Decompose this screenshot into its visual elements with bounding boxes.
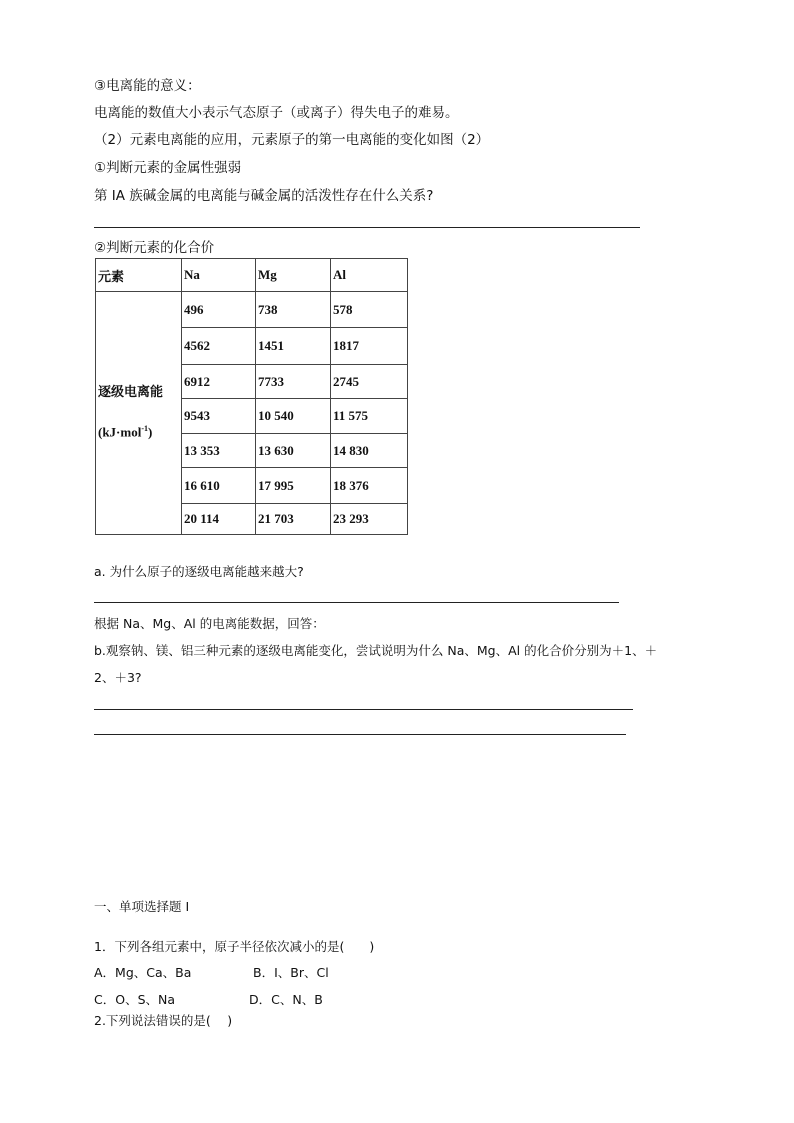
cell: 578	[331, 292, 408, 328]
ionization-energy-table	[95, 258, 408, 535]
question-b-line2: 2、＋3?	[94, 670, 142, 685]
cell: 18 376	[331, 468, 408, 504]
header-al: Al	[331, 259, 408, 292]
cell: 14 830	[331, 434, 408, 468]
cell: 13 630	[256, 434, 331, 468]
q1-option-a[interactable]: A．Mg、Ca、Ba	[94, 965, 192, 980]
header-mg: Mg	[256, 259, 331, 292]
cell: 7733	[256, 365, 331, 399]
table-row	[96, 292, 408, 328]
cell: 1817	[331, 328, 408, 365]
question-intro: 根据 Na、Mg、Al 的电离能数据，回答：	[94, 616, 325, 631]
cell: 13 353	[182, 434, 256, 468]
answer-line-2[interactable]	[94, 602, 619, 603]
cell: 4562	[182, 328, 256, 365]
table-header-row	[96, 259, 408, 292]
cell: 496	[182, 292, 256, 328]
q1-option-d[interactable]: D．C、N、B	[249, 992, 323, 1007]
answer-line-4[interactable]	[94, 734, 626, 735]
cell: 2745	[331, 365, 408, 399]
exercise-title: 一、单项选择题 I	[94, 899, 190, 914]
question-1: 1．下列各组元素中，原子半径依次减小的是( )	[94, 939, 375, 954]
point-valence: ②判断元素的化合价	[94, 240, 215, 256]
question-2: 2.下列说法错误的是( )	[94, 1013, 233, 1028]
heading-ionization-meaning: ③电离能的意义：	[94, 78, 201, 94]
cell: 16 610	[182, 468, 256, 504]
cell: 10 540	[256, 399, 331, 434]
cell: 9543	[182, 399, 256, 434]
answer-line-1[interactable]	[94, 227, 640, 228]
cell: 20 114	[182, 504, 256, 535]
question-a: a. 为什么原子的逐级电离能越来越大?	[94, 564, 304, 579]
q1-option-c[interactable]: C．O、S、Na	[94, 992, 176, 1007]
answer-line-3[interactable]	[94, 709, 633, 710]
cell: 11 575	[331, 399, 408, 434]
header-element: 元素	[96, 259, 182, 292]
cell: 17 995	[256, 468, 331, 504]
point-metallic: ①判断元素的金属性强弱	[94, 160, 242, 176]
application-text: （2）元素电离能的应用，元素原子的第一电离能的变化如图（2）	[94, 132, 490, 148]
cell: 1451	[256, 328, 331, 365]
meaning-text: 电离能的数值大小表示气态原子（或离子）得失电子的难易。	[94, 105, 459, 121]
header-na: Na	[182, 259, 256, 292]
cell: 6912	[182, 365, 256, 399]
question-alkali: 第 IA 族碱金属的电离能与碱金属的活泼性存在什么关系?	[94, 188, 434, 204]
row-label-cell	[96, 292, 182, 535]
q1-option-b[interactable]: B．I、Br、Cl	[253, 965, 329, 980]
cell: 21 703	[256, 504, 331, 535]
cell: 738	[256, 292, 331, 328]
row-label-title: 逐级电离能	[98, 385, 164, 401]
row-label-unit: (kJ·mol$^{-1}$)	[98, 424, 153, 440]
cell: 23 293	[331, 504, 408, 535]
question-b-line1: b.观察钠、镁、铝三种元素的逐级电离能变化，尝试说明为什么 Na、Mg、Al 的化合价分别为＋1、＋	[94, 643, 658, 658]
